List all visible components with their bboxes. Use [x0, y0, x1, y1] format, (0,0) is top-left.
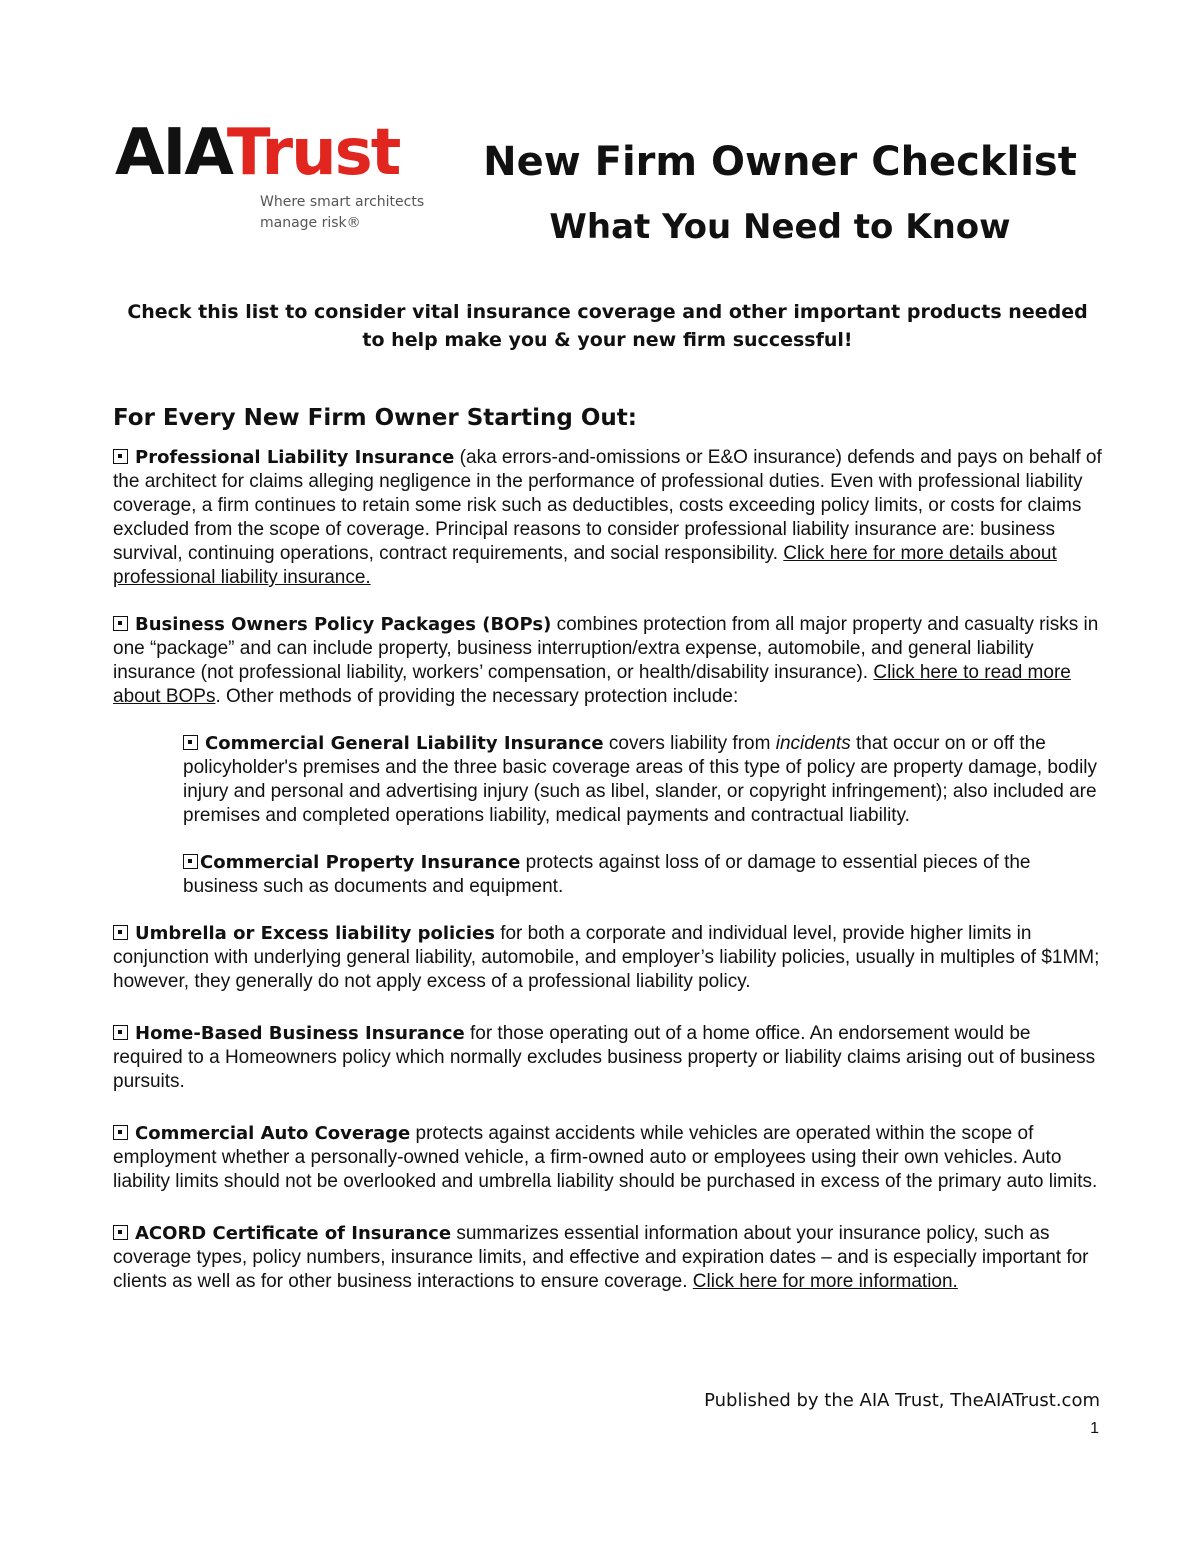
checkbox-icon[interactable]	[113, 1025, 128, 1040]
checkbox-icon[interactable]	[113, 449, 128, 464]
logo-tagline: Where smart architects manage risk®	[260, 194, 425, 231]
item-term: Business Owners Policy Packages (BOPs)	[135, 614, 552, 635]
acord-certificate-link[interactable]: Click here for more information.	[692, 1271, 958, 1292]
checkbox-icon[interactable]	[183, 735, 198, 750]
item-text: for those operating out of a home office. An endorsement would be required to a Homeowners policy which normally excludes business property or liability claims arising out of business pursuits.	[113, 1023, 1096, 1092]
checklist-item-property	[183, 851, 1103, 899]
item-text: combines protection from all major property and casualty risks in one “package” and can include property, business interruption/extra expense, automobile, and general liability insurance (not professional liability, workers’ compensation, or health/disability insurance).	[113, 614, 1099, 683]
item-text: protects against accidents while vehicles are operated within the scope of employment whether a personally-owned vehicle, a firm-owned auto or employees using their own vehicles. Auto liability limits should not be overlooked and umbrella liability should be purchased in excess of the primary auto limits.	[113, 1123, 1098, 1192]
item-emphasis: incidents	[775, 733, 851, 754]
logo-aia-text: AIA	[115, 116, 227, 190]
item-term: Commercial General Liability Insurance	[205, 733, 604, 754]
logo-trust-text: Trust	[226, 116, 400, 190]
item-text: (aka errors-and-omissions or E&O insurance) defends and pays on behalf of the architect for claims alleging negligence in the performance of professional duties. Even with professional liability coverage, a firm continues to retain some risk such as deductibles, costs exceeding policy limits, or costs for claims excluded from the scope of coverage. Principal reasons to consider professional liability insurance are: business survival, continuing operations, contract requirements, and social responsibility.	[113, 447, 1102, 564]
checkbox-icon[interactable]	[113, 616, 128, 631]
checklist-item-professional-liability	[113, 446, 1103, 590]
page-subtitle: What You Need to Know	[549, 207, 1011, 247]
checklist-item-general-liability	[183, 732, 1103, 828]
item-text: for both a corporate and individual level, provide higher limits in conjunction with underlying general liability, automobile, and employer’s liability policies, usually in multiples of $1MM; however, they generally do not apply excess of a professional liability policy.	[113, 923, 1100, 992]
item-text-after: . Other methods of providing the necessary protection include:	[215, 686, 739, 707]
checkbox-icon[interactable]	[113, 1225, 128, 1240]
item-text: protects against loss of or damage to essential pieces of the business such as documents and equipment.	[183, 852, 1031, 897]
item-text: summarizes essential information about your insurance policy, such as coverage types, policy numbers, insurance limits, and effective and expiration dates – and is especially important for clients as well as for other business interactions to ensure coverage.	[113, 1223, 1089, 1292]
checklist-item-home-based	[113, 1022, 1103, 1094]
checklist-item-umbrella	[113, 922, 1103, 994]
section-heading: For Every New Firm Owner Starting Out:	[113, 405, 637, 431]
publisher-footer: Published by the AIA Trust, TheAIATrust.com	[704, 1390, 1100, 1411]
page-title: New Firm Owner Checklist	[483, 139, 1077, 185]
checklist-item-bops	[113, 613, 1103, 709]
checklist-item-commercial-auto	[113, 1122, 1103, 1194]
checkbox-icon[interactable]	[183, 854, 198, 869]
item-term: ACORD Certificate of Insurance	[135, 1223, 452, 1244]
checkbox-icon[interactable]	[113, 925, 128, 940]
item-term: Commercial Auto Coverage	[135, 1123, 411, 1144]
item-term: Professional Liability Insurance	[135, 447, 455, 468]
item-text-before: covers liability from	[603, 733, 776, 754]
item-text: that occur on or off the policyholder's premises and the three basic coverage areas of this type of policy are property damage, bodily injury and personal and advertising injury (such as libel, slander, or copyright infringement); also included are premises and completed operations liability, medical payments and contractual liability.	[183, 733, 1098, 826]
aia-trust-logo	[115, 116, 445, 231]
item-term: Home-Based Business Insurance	[135, 1023, 465, 1044]
checklist	[113, 446, 1103, 1317]
bops-link[interactable]: Click here to read more about BOPs	[113, 662, 1071, 707]
logo-wordmark	[115, 118, 445, 188]
checkbox-icon[interactable]	[113, 1125, 128, 1140]
intro-text: Check this list to consider vital insurance coverage and other important products needed to help make you & your new firm successful!	[127, 301, 1088, 351]
checklist-item-acord-certificate	[113, 1222, 1103, 1294]
professional-liability-link[interactable]: Click here for more details about professional liability insurance.	[113, 543, 1057, 588]
page-number: 1	[1090, 1420, 1099, 1437]
item-term: Commercial Property Insurance	[200, 852, 521, 873]
item-term: Umbrella or Excess liability policies	[135, 923, 495, 944]
